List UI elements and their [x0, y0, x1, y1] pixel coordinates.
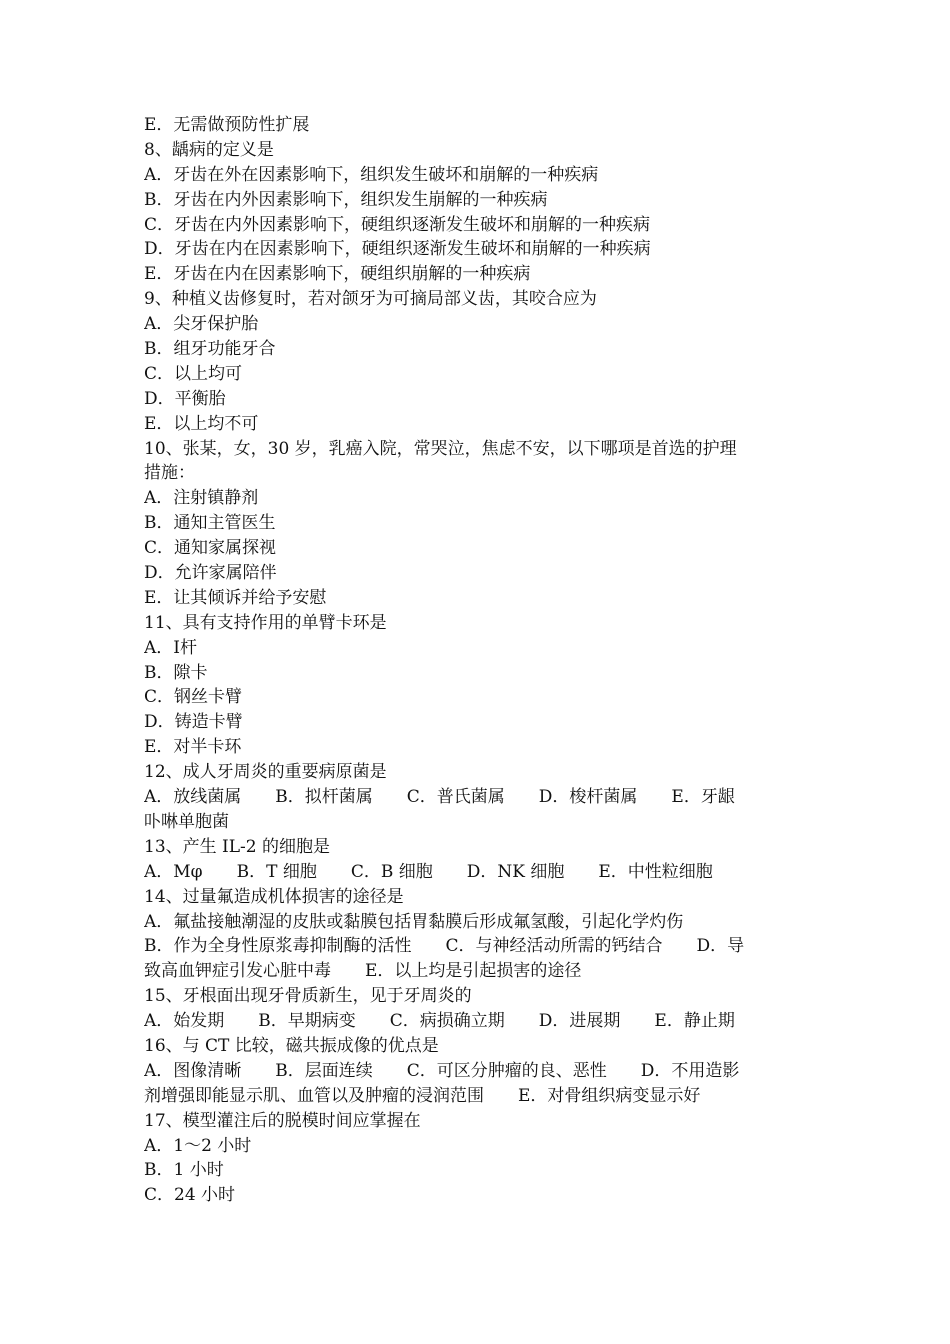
text-line: 12、成人牙周炎的重要病原菌是 [144, 762, 387, 783]
text-line: B．组牙功能牙合 [144, 339, 276, 360]
text-line: E．牙齿在内在因素影响下，硬组织崩解的一种疾病 [144, 264, 531, 285]
text-line: B．1 小时 [144, 1160, 224, 1181]
text-line: A．1～2 小时 [144, 1135, 252, 1156]
text-line: 17、模型灌注后的脱模时间应掌握在 [144, 1110, 421, 1131]
text-line: B．作为全身性原浆毒抑制酶的活性 C．与神经活动所需的钙结合 D．导 [144, 936, 745, 957]
text-line: 15、牙根面出现牙骨质新生，见于牙周炎的 [144, 986, 472, 1007]
text-line: B．隙卡 [144, 662, 208, 683]
text-line: E．无需做预防性扩展 [144, 115, 310, 135]
text-line: D．平衡胎 [144, 388, 226, 409]
text-line: 14、过量氟造成机体损害的途径是 [144, 886, 404, 907]
text-line: A．始发期 B．早期病变 C．病损确立期 D．进展期 E．静止期 [144, 1011, 735, 1032]
text-line: 8、龋病的定义是 [144, 139, 274, 160]
text-line: 11、具有支持作用的单臂卡环是 [144, 612, 387, 633]
text-line: A．注射镇静剂 [144, 488, 259, 509]
text-line: E．让其倾诉并给予安慰 [144, 587, 327, 608]
text-line: 10、张某，女，30 岁，乳癌入院，常哭泣，焦虑不安，以下哪项是首选的护理 [144, 438, 737, 459]
text-line: C．以上均可 [144, 363, 243, 384]
text-line: A．Ⅰ杆 [144, 637, 197, 658]
text-line: B．通知主管医生 [144, 513, 276, 534]
text-line: B．牙齿在内外因素影响下，组织发生崩解的一种疾病 [144, 189, 548, 210]
text-line: C．24 小时 [144, 1185, 236, 1206]
text-line: D．铸造卡臂 [144, 712, 243, 733]
text-line: 16、与 CT 比较，磁共振成像的优点是 [144, 1035, 439, 1056]
text-line: 9、种植义齿修复时，若对颌牙为可摘局部义齿，其咬合应为 [144, 289, 597, 310]
text-line: D．允许家属陪伴 [144, 563, 277, 584]
text-line: E．以上均不可 [144, 413, 259, 434]
text-line: C．通知家属探视 [144, 538, 277, 559]
text-line: A．图像清晰 B．层面连续 C．可区分肿瘤的良、恶性 D．不用造影 [144, 1060, 740, 1081]
text-line: 13、产生 IL-2 的细胞是 [144, 836, 331, 857]
text-line: E．对半卡环 [144, 737, 242, 758]
text-line: C．钢丝卡臂 [144, 687, 243, 708]
text-line: 措施： [144, 463, 195, 484]
text-line: D．牙齿在内在因素影响下，硬组织逐渐发生破坏和崩解的一种疾病 [144, 239, 651, 260]
text-line: 卟啉单胞菌 [144, 811, 229, 832]
text-line: 致高血钾症引发心脏中毒 E．以上均是引起损害的途径 [144, 961, 582, 982]
text-line: A．氟盐接触潮湿的皮肤或黏膜包括胃黏膜后形成氟氢酸，引起化学灼伤 [144, 911, 684, 932]
text-line: A．牙齿在外在因素影响下，组织发生破坏和崩解的一种疾病 [144, 164, 599, 185]
text-line: A．Mφ B．T 细胞 C．B 细胞 D．NK 细胞 E．中性粒细胞 [144, 861, 713, 882]
text-line: A．尖牙保护胎 [144, 314, 259, 335]
text-line: C．牙齿在内外因素影响下，硬组织逐渐发生破坏和崩解的一种疾病 [144, 214, 651, 235]
text-line: 剂增强即能显示肌、血管以及肿瘤的浸润范围 E．对骨组织病变显示好 [144, 1085, 701, 1106]
text-line: A．放线菌属 B．拟杆菌属 C．普氏菌属 D．梭杆菌属 E．牙龈 [144, 787, 735, 808]
document-page [144, 113, 809, 1208]
